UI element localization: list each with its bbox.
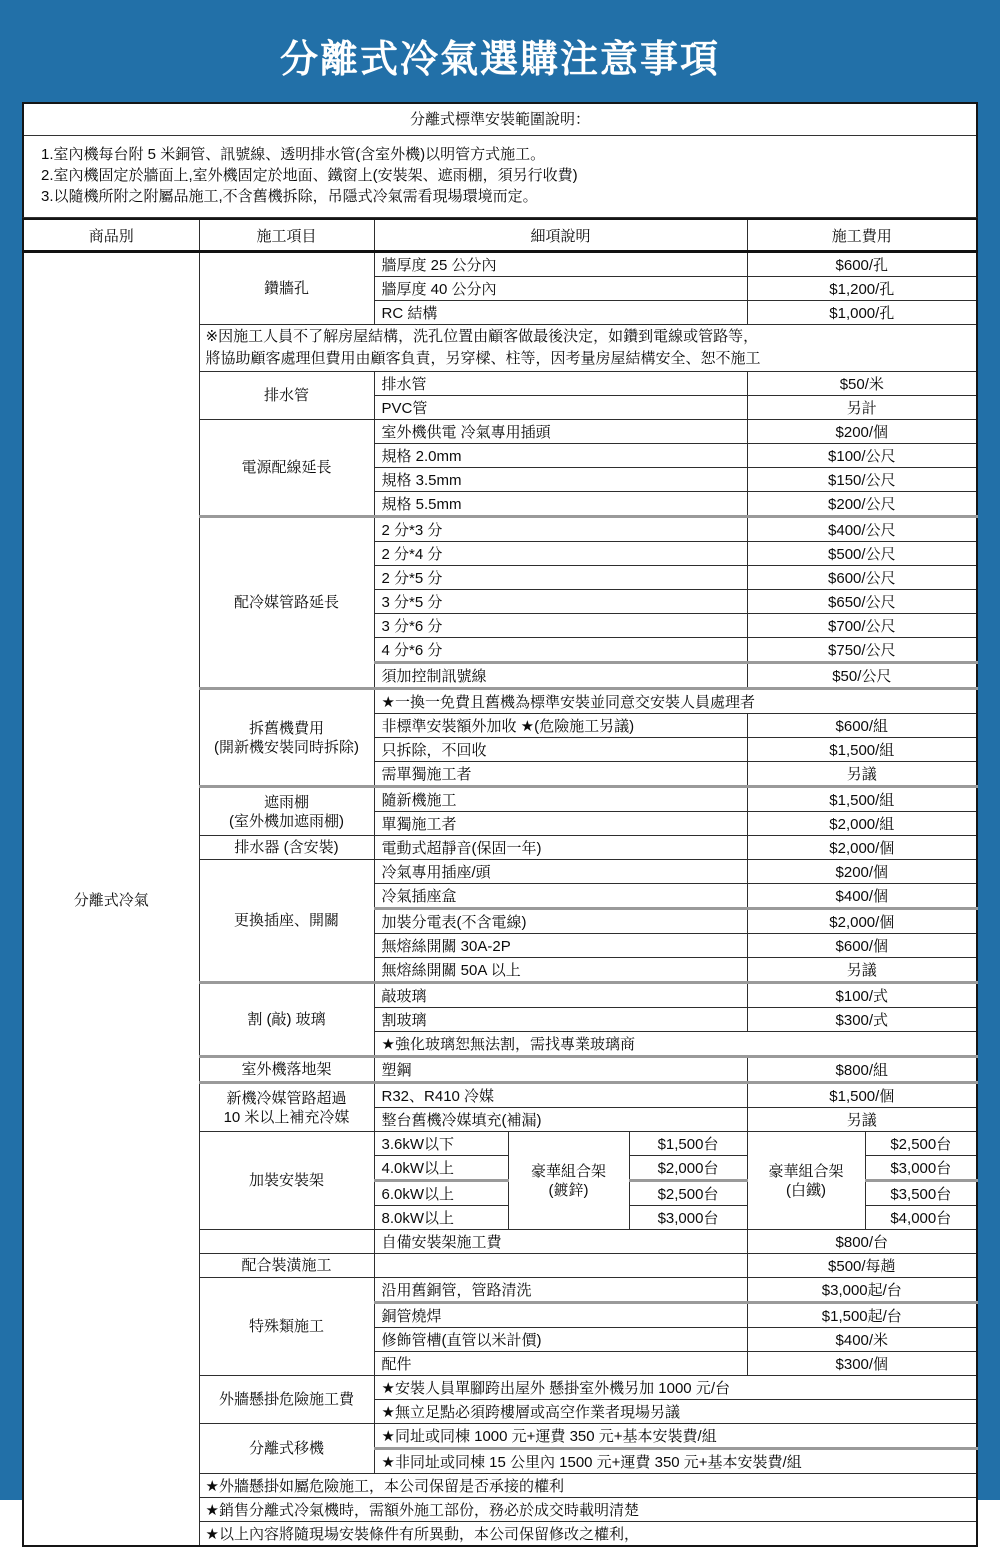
detail-cell: 2 分*5 分 xyxy=(374,566,747,590)
detail-cell: 規格 2.0mm xyxy=(374,444,747,468)
note-cell: ★無立足點必須跨樓層或高空作業者現場另議 xyxy=(374,1400,977,1424)
col-header-item: 施工項目 xyxy=(199,219,374,252)
detail-cell: 2 分*4 分 xyxy=(374,542,747,566)
fee-cell: $150/公尺 xyxy=(747,468,977,492)
fee-cell: $300/式 xyxy=(747,1008,977,1032)
group-label-cell xyxy=(199,689,374,787)
fee-cell: $800/台 xyxy=(747,1230,977,1254)
section-note-cell-line: 將協助顧客處理但費用由顧客負責，另穿樑、柱等，因考量房屋結構安全、恕不施工 xyxy=(205,350,761,367)
group-label-cell-line: 拆舊機費用 xyxy=(248,719,324,737)
fee-cell: $700/公尺 xyxy=(747,614,977,638)
fee-cell: $500/每趟 xyxy=(747,1254,977,1278)
page-title: 分離式冷氣選購注意事項 xyxy=(279,39,720,81)
intro-note: 1.室內機每台附 5 米銅管、訊號線、透明排水管(含室外機)以明管方式施工。 xyxy=(41,146,546,163)
group-label-cell-line: 排水管 xyxy=(263,387,309,404)
group-label-cell-line: 排水器 (含安裝) xyxy=(234,839,339,856)
group-label-cell xyxy=(199,252,374,325)
group-label-cell xyxy=(199,983,374,1057)
fee-cell: $600/公尺 xyxy=(747,566,977,590)
detail-cell: 配件 xyxy=(374,1352,747,1376)
note-cell: ★一換一免費且舊機為標準安裝並同意交安裝人員處理者 xyxy=(374,689,977,714)
detail-cell: 牆厚度 25 公分內 xyxy=(374,252,747,277)
detail-cell: 沿用舊銅管，管路清洗 xyxy=(374,1278,747,1303)
fee-cell: $1,500台 xyxy=(629,1132,747,1156)
fee-cell: $100/公尺 xyxy=(747,444,977,468)
fee-cell: $600/組 xyxy=(747,714,977,738)
group-label-cell xyxy=(199,860,374,983)
rack-type-cell-line: (白鐵) xyxy=(786,1181,827,1199)
fee-cell: $2,000/個 xyxy=(747,836,977,860)
fee-cell: $1,500/組 xyxy=(747,738,977,762)
group-label-cell-line: 特殊類施工 xyxy=(248,1318,324,1335)
fee-cell: $3,000台 xyxy=(865,1156,977,1181)
fee-cell: $400/個 xyxy=(747,884,977,909)
rack-type-cell-line: (鍍鋅) xyxy=(548,1181,589,1199)
detail-cell: 3 分*5 分 xyxy=(374,590,747,614)
intro-notes xyxy=(24,136,976,217)
group-label-cell xyxy=(199,372,374,420)
kw-cell: 6.0kW以上 xyxy=(374,1181,508,1206)
note-cell: ★非同址或同棟 15 公里內 1500 元+運費 350 元+基本安裝費/組 xyxy=(374,1449,977,1474)
fee-cell: $3,000起/台 xyxy=(747,1278,977,1303)
detail-cell: R32、R410 冷媒 xyxy=(374,1083,747,1108)
group-label-cell xyxy=(199,1376,374,1424)
detail-cell: 冷氣專用插座/頭 xyxy=(374,860,747,884)
fee-cell: 另議 xyxy=(747,1108,977,1132)
detail-cell: 整台舊機冷媒填充(補漏) xyxy=(374,1108,747,1132)
detail-cell: 修飾管槽(直管以米計價) xyxy=(374,1328,747,1352)
fee-cell: $400/米 xyxy=(747,1328,977,1352)
detail-cell: PVC管 xyxy=(374,396,747,420)
group-label-cell xyxy=(199,1424,374,1474)
intro-note: 2.室內機固定於牆面上,室外機固定於地面、鐵窗上(安裝架、遮雨棚，須另行收費) xyxy=(41,167,578,184)
footer-note-cell: ★外牆懸掛如屬危險施工，本公司保留是否承接的權利 xyxy=(199,1474,977,1498)
detail-cell: 加裝分電表(不含電線) xyxy=(374,909,747,934)
fee-cell: $750/公尺 xyxy=(747,638,977,663)
fee-cell: 另議 xyxy=(747,762,977,787)
fee-cell: $600/個 xyxy=(747,934,977,958)
fee-cell: $50/公尺 xyxy=(747,663,977,689)
fee-cell: $50/米 xyxy=(747,372,977,396)
group-label-cell-line: 遮雨棚 xyxy=(263,793,309,811)
note-cell: ★同址或同棟 1000 元+運費 350 元+基本安裝費/組 xyxy=(374,1424,977,1449)
detail-cell: 單獨施工者 xyxy=(374,812,747,836)
detail-cell: 冷氣插座盒 xyxy=(374,884,747,909)
fee-cell: $2,000/組 xyxy=(747,812,977,836)
pricing-table xyxy=(22,218,978,1547)
fee-cell: $3,000台 xyxy=(629,1206,747,1230)
fee-cell: $800/組 xyxy=(747,1057,977,1083)
detail-cell: 無熔絲開關 50A 以上 xyxy=(374,958,747,983)
section-note-cell-line: ※因施工人員不了解房屋結構，洗孔位置由顧客做最後決定，如鑽到電線或管路等， xyxy=(205,328,759,345)
detail-cell: 4 分*6 分 xyxy=(374,638,747,663)
detail-cell xyxy=(374,1254,747,1278)
fee-cell: $1,500起/台 xyxy=(747,1303,977,1328)
col-header-fee: 施工費用 xyxy=(747,219,977,252)
fee-cell: $500/公尺 xyxy=(747,542,977,566)
kw-cell: 8.0kW以上 xyxy=(374,1206,508,1230)
table-row xyxy=(23,252,977,277)
fee-cell: $100/式 xyxy=(747,983,977,1008)
group-label-cell-line: 割 (敲) 玻璃 xyxy=(247,1011,326,1028)
group-label-cell xyxy=(199,1254,374,1278)
fee-cell: $2,500台 xyxy=(629,1181,747,1206)
col-header-detail: 細項說明 xyxy=(374,219,747,252)
detail-cell: 3 分*6 分 xyxy=(374,614,747,638)
detail-cell: 敲玻璃 xyxy=(374,983,747,1008)
group-label-cell-line: 分離式移機 xyxy=(248,1440,324,1457)
detail-cell: 排水管 xyxy=(374,372,747,396)
detail-cell: 規格 3.5mm xyxy=(374,468,747,492)
detail-cell: 電動式超靜音(保固一年) xyxy=(374,836,747,860)
rack-type-cell-line: 豪華組合架 xyxy=(530,1162,606,1180)
note-cell: ★安裝人員單腳跨出屋外 懸掛室外機另加 1000 元/台 xyxy=(374,1376,977,1400)
group-label-cell xyxy=(199,836,374,860)
group-label-cell-line: (開新機安裝同時拆除) xyxy=(214,738,359,756)
group-label-cell-line: 新機冷媒管路超過 xyxy=(226,1089,347,1107)
fee-cell: $300/個 xyxy=(747,1352,977,1376)
detail-cell: 無熔絲開關 30A-2P xyxy=(374,934,747,958)
fee-cell: $2,500台 xyxy=(865,1132,977,1156)
detail-cell: 自備安裝架施工費 xyxy=(374,1230,747,1254)
group-label-cell-line: 鑽牆孔 xyxy=(263,280,309,297)
fee-cell: $1,200/孔 xyxy=(747,277,977,301)
detail-cell: 規格 5.5mm xyxy=(374,492,747,517)
detail-cell: 須加控制訊號線 xyxy=(374,663,747,689)
fee-cell: 另計 xyxy=(747,396,977,420)
fee-cell: $200/個 xyxy=(747,860,977,884)
intro-box xyxy=(22,102,978,218)
detail-cell: 室外機供電 冷氣專用插頭 xyxy=(374,420,747,444)
detail-cell: RC 結構 xyxy=(374,301,747,325)
detail-cell: 銅管燒焊 xyxy=(374,1303,747,1328)
detail-cell: 2 分*3 分 xyxy=(374,517,747,542)
group-label-cell-line: 10 米以上補充冷媒 xyxy=(223,1108,350,1126)
fee-cell: $4,000台 xyxy=(865,1206,977,1230)
fee-cell: $1,000/孔 xyxy=(747,301,977,325)
group-label-cell-line: 配合裝潢施工 xyxy=(241,1257,332,1274)
footer-note-cell: ★銷售分離式冷氣機時，需額外施工部份，務必於成交時載明清楚 xyxy=(199,1498,977,1522)
group-label-cell xyxy=(199,420,374,517)
group-label-cell xyxy=(199,517,374,689)
rack-type-cell xyxy=(508,1132,629,1230)
group-label-cell-line: 電源配線延長 xyxy=(241,459,332,476)
fee-cell: $2,000台 xyxy=(629,1156,747,1181)
fee-cell: $650/公尺 xyxy=(747,590,977,614)
fee-cell: $3,500台 xyxy=(865,1181,977,1206)
fee-cell: $400/公尺 xyxy=(747,517,977,542)
group-label-cell-line: 室外機落地架 xyxy=(241,1061,332,1078)
fee-cell: $1,500/組 xyxy=(747,787,977,812)
group-label-cell-line: 加裝安裝架 xyxy=(248,1172,324,1189)
rack-type-cell xyxy=(747,1132,865,1230)
detail-cell: 非標準安裝額外加收 ★(危險施工另議) xyxy=(374,714,747,738)
fee-cell: $2,000/個 xyxy=(747,909,977,934)
product-cell: 分離式冷氣 xyxy=(23,252,199,1547)
intro-note: 3.以隨機所附之附屬品施工,不含舊機拆除，吊隱式冷氣需看現場環境而定。 xyxy=(41,188,538,205)
detail-cell: 牆厚度 40 公分內 xyxy=(374,277,747,301)
group-label-cell xyxy=(199,1057,374,1083)
group-label-cell xyxy=(199,1132,374,1230)
detail-cell: 隨新機施工 xyxy=(374,787,747,812)
detail-cell: 只拆除，不回收 xyxy=(374,738,747,762)
rack-type-cell-line: 豪華組合架 xyxy=(768,1162,844,1180)
detail-cell: 需單獨施工者 xyxy=(374,762,747,787)
fee-cell: $600/孔 xyxy=(747,252,977,277)
detail-cell: 塑鋼 xyxy=(374,1057,747,1083)
fee-cell: $200/個 xyxy=(747,420,977,444)
fee-cell: 另議 xyxy=(747,958,977,983)
col-header-product: 商品別 xyxy=(23,219,199,252)
section-note-cell xyxy=(199,325,977,372)
group-label-cell xyxy=(199,787,374,836)
note-cell: ★強化玻璃恕無法割，需找專業玻璃商 xyxy=(374,1032,977,1057)
group-label-cell xyxy=(199,1278,374,1376)
header-row xyxy=(23,219,977,252)
detail-cell: 割玻璃 xyxy=(374,1008,747,1032)
group-label-cell-line: 配冷媒管路延長 xyxy=(233,594,339,611)
group-label-cell xyxy=(199,1083,374,1132)
group-label-cell-line: 更換插座、開關 xyxy=(233,912,339,929)
footer-note-cell: ★以上內容將隨現場安裝條件有所異動，本公司保留修改之權利， xyxy=(199,1522,977,1547)
fee-cell: $200/公尺 xyxy=(747,492,977,517)
content-area xyxy=(22,102,978,1547)
group-label-cell xyxy=(199,1230,374,1254)
kw-cell: 3.6kW以下 xyxy=(374,1132,508,1156)
group-label-cell-line: (室外機加遮雨棚) xyxy=(229,812,344,830)
group-label-cell-line: 外牆懸掛危險施工費 xyxy=(218,1391,354,1408)
intro-heading: 分離式標準安裝範圍說明： xyxy=(24,104,976,136)
kw-cell: 4.0kW以上 xyxy=(374,1156,508,1181)
fee-cell: $1,500/個 xyxy=(747,1083,977,1108)
